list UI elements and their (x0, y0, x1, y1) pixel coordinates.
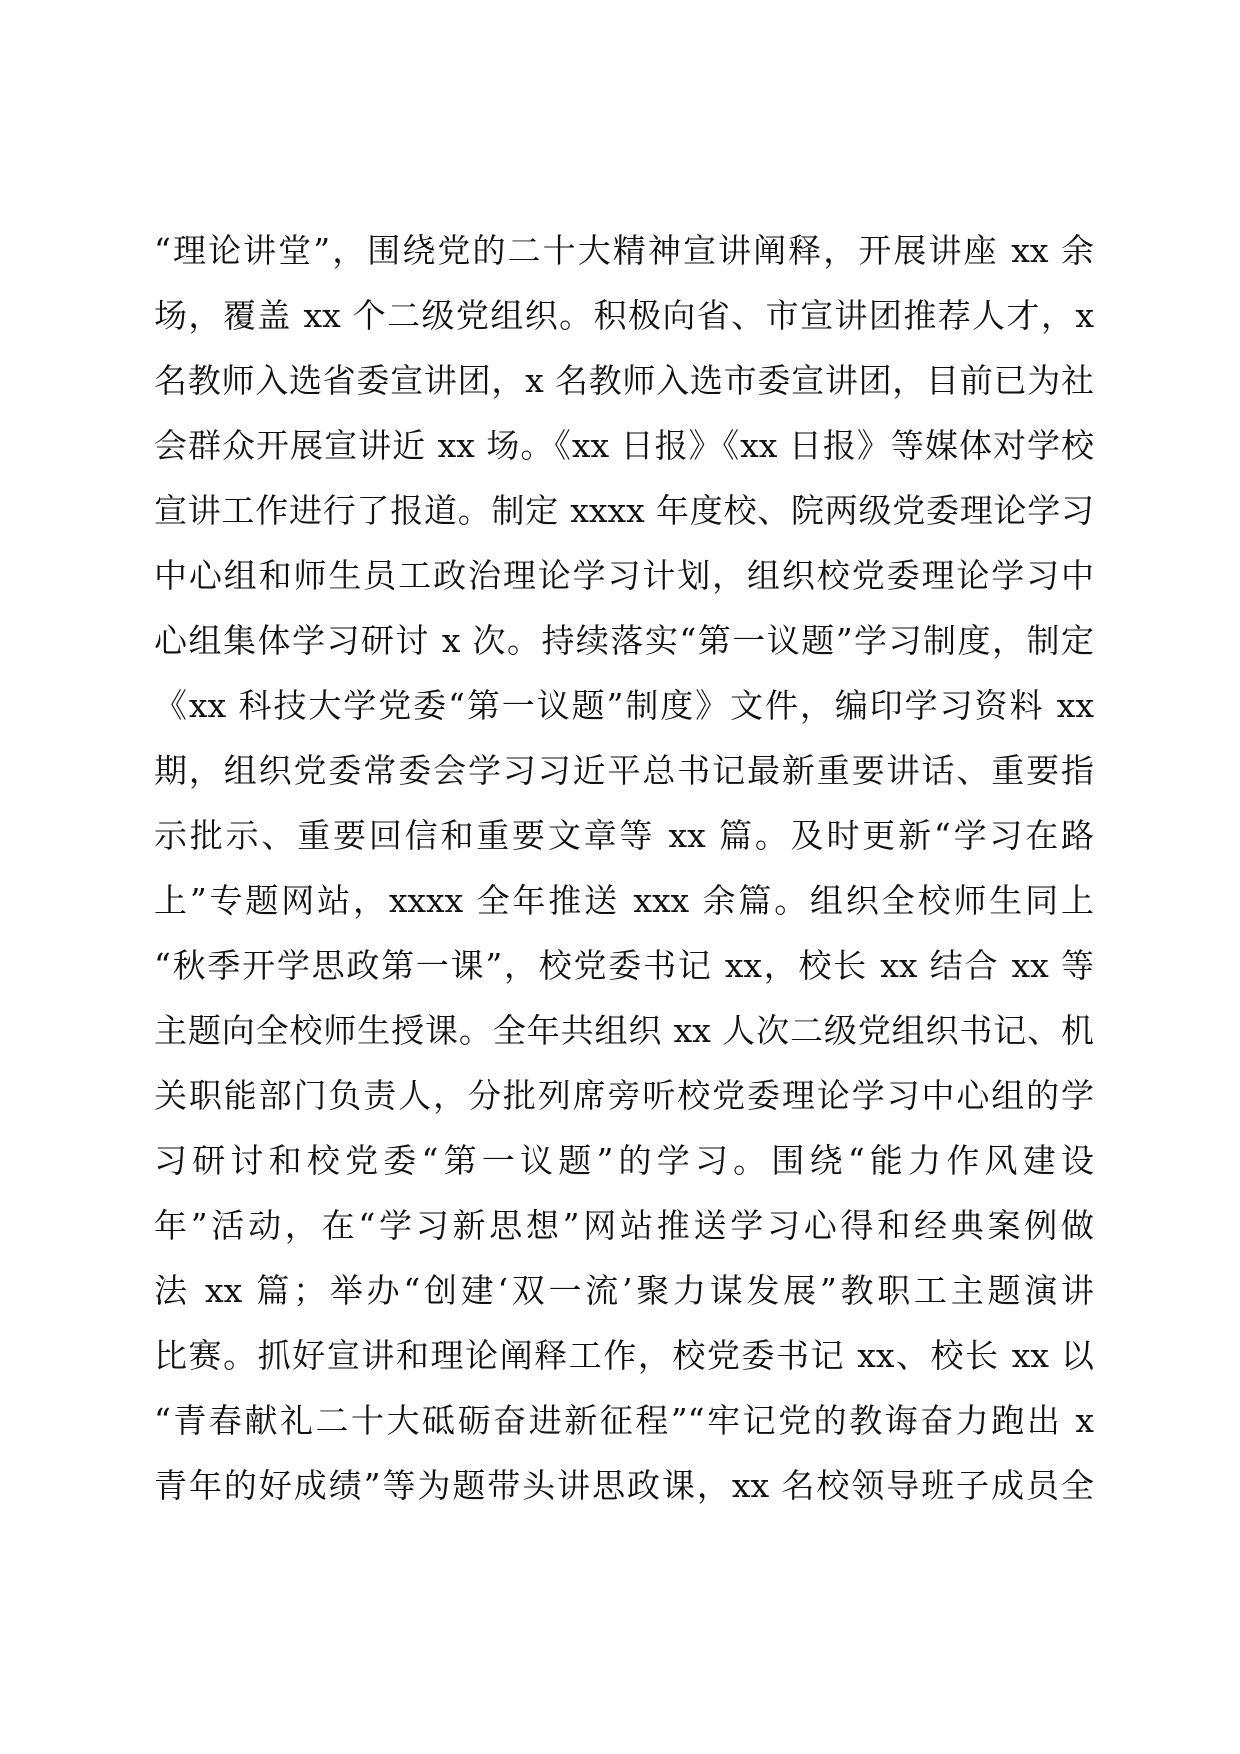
text-line: “理论讲堂”，围绕党的二十大精神宣讲阐释，开展讲座 xx 余 (154, 231, 1094, 270)
text-line: 主题向全校师生授课。全年共组织 xx 人次二级党组织书记、机 (154, 1011, 1094, 1050)
text-line: 示批示、重要回信和重要文章等 xx 篇。及时更新“学习在路 (154, 816, 1094, 855)
text-line: 心组集体学习研讨 x 次。持续落实“第一议题”学习制度，制定 (154, 621, 1094, 660)
text-line: 名教师入选省委宣讲团，x 名教师入选市委宣讲团，目前已为社 (154, 361, 1094, 400)
text-line: 会群众开展宣讲近 xx 场。《xx 日报》《xx 日报》等媒体对学校 (154, 426, 1094, 465)
text-line: 青年的好成绩”等为题带头讲思政课，xx 名校领导班子成员全 (154, 1466, 1094, 1505)
text-line: “青春献礼二十大砥砺奋进新征程”“牢记党的教诲奋力跑出 x (154, 1401, 1094, 1440)
text-line: 关职能部门负责人，分批列席旁听校党委理论学习中心组的学 (154, 1076, 1094, 1115)
body-paragraph (154, 218, 1094, 1518)
text-line: 宣讲工作进行了报道。制定 xxxx 年度校、院两级党委理论学习 (154, 491, 1094, 530)
text-line: 中心组和师生员工政治理论学习计划，组织校党委理论学习中 (154, 556, 1094, 595)
text-line: 场，覆盖 xx 个二级党组织。积极向省、市宣讲团推荐人才，x (154, 296, 1094, 335)
text-line: 期，组织党委常委会学习习近平总书记最新重要讲话、重要指 (154, 751, 1094, 790)
text-line: “秋季开学思政第一课”，校党委书记 xx，校长 xx 结合 xx 等 (154, 946, 1094, 985)
text-line: 法 xx 篇；举办“创建‘双一流’聚力谋发展”教职工主题演讲 (154, 1271, 1094, 1310)
text-line: 年”活动，在“学习新思想”网站推送学习心得和经典案例做 (154, 1206, 1094, 1245)
text-line: 《xx 科技大学党委“第一议题”制度》文件，编印学习资料 xx (154, 686, 1094, 725)
text-line: 比赛。抓好宣讲和理论阐释工作，校党委书记 xx、校长 xx 以 (154, 1336, 1094, 1375)
text-line: 上”专题网站，xxxx 全年推送 xxx 余篇。组织全校师生同上 (154, 881, 1094, 920)
text-line: 习研讨和校党委“第一议题”的学习。围绕“能力作风建设 (154, 1141, 1094, 1180)
